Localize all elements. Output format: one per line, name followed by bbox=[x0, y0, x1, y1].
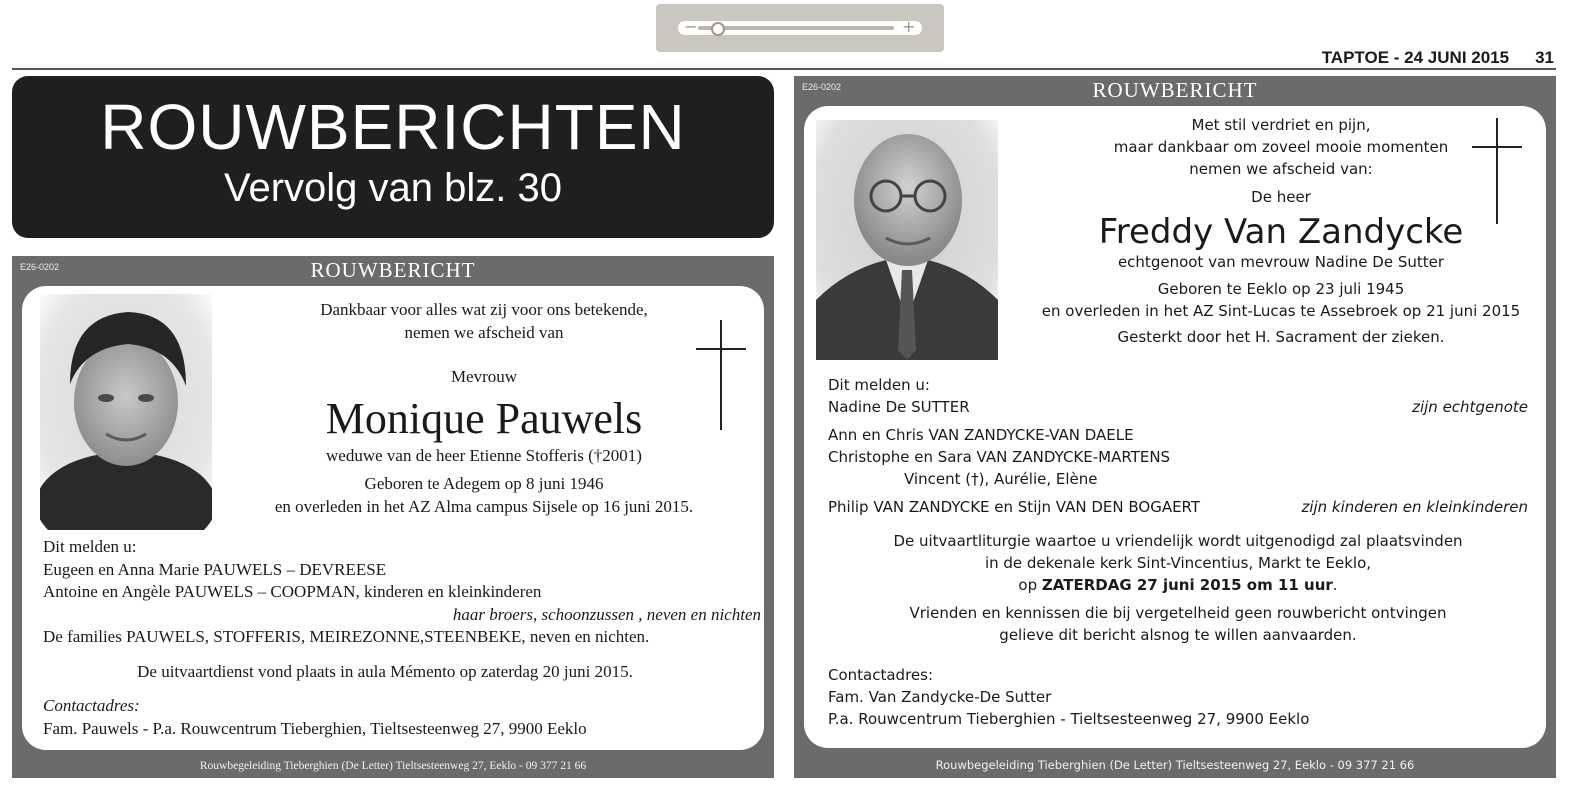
zoom-in-button[interactable]: + bbox=[902, 17, 916, 36]
intro-line: nemen we afscheid van bbox=[404, 323, 564, 342]
service-when: ZATERDAG 27 juni 2015 om 11 uur bbox=[1041, 576, 1333, 594]
zoom-out-button[interactable]: − bbox=[684, 17, 698, 36]
section-banner bbox=[12, 76, 774, 238]
notice-footer: Rouwbegeleiding Tieberghien (De Letter) Tieltsesteenweg 27, Eeklo - 09 377 21 66 bbox=[199, 760, 587, 772]
grandchildren-line: Vincent (†), Aurélie, Elène bbox=[904, 470, 1098, 488]
notice-title: ROUWBERICHT bbox=[1092, 78, 1258, 102]
spouse-line: weduwe van de heer Etienne Stofferis (†2001) bbox=[326, 446, 642, 465]
last-child-row bbox=[828, 496, 1528, 518]
spouse-role: zijn echtgenote bbox=[1412, 398, 1528, 416]
header-divider bbox=[12, 68, 1556, 70]
intro-block bbox=[222, 298, 746, 518]
last-child-line: Philip VAN ZANDYCKE en Stijn VAN DEN BOGAERT bbox=[828, 498, 1201, 516]
service-line: De uitvaartdienst vond plaats in aula Mémento op zaterdag 20 juni 2015. bbox=[137, 661, 633, 681]
family-block bbox=[828, 374, 1528, 730]
zoom-control bbox=[656, 4, 944, 52]
page-header bbox=[1322, 48, 1554, 68]
zoom-slider-handle[interactable] bbox=[711, 22, 725, 36]
family-role: haar broers, schoonzussen , neven en nichten bbox=[452, 604, 761, 624]
friends-line: Vrienden en kennissen die bij vergetelheid geen rouwbericht ontvingen bbox=[909, 604, 1447, 622]
service-line: De uitvaartliturgie waartoe u vriendelijk wordt uitgenodigd zal plaatsvinden bbox=[893, 532, 1463, 550]
birth-line: Geboren te Eeklo op 23 juli 1945 bbox=[1157, 280, 1405, 298]
service-when-prefix: op bbox=[1018, 576, 1038, 594]
service-line: in de dekenale kerk Sint-Vincentius, Markt te Eeklo, bbox=[984, 554, 1372, 572]
service-when-suffix: . bbox=[1332, 576, 1338, 594]
obituary-freddy-van-zandycke bbox=[794, 76, 1556, 778]
contact-label: Contactadres: bbox=[828, 666, 934, 684]
section-title: ROUWBERICHTEN bbox=[100, 91, 686, 163]
page-number: 31 bbox=[1535, 48, 1554, 67]
child-line: Christophe en Sara VAN ZANDYCKE-MARTENS bbox=[828, 448, 1171, 466]
deceased-name: Freddy Van Zandycke bbox=[1098, 212, 1464, 252]
salutation: Mevrouw bbox=[450, 367, 518, 386]
families-line: De families PAUWELS, STOFFERIS, MEIREZONNE,STEENBEKE, neven en nichten. bbox=[43, 627, 650, 646]
intro-block bbox=[1024, 114, 1538, 348]
contact-label: Contactadres: bbox=[43, 696, 140, 715]
salutation: De heer bbox=[1251, 188, 1311, 206]
spouse-line: echtgenoot van mevrouw Nadine De Sutter bbox=[1117, 253, 1445, 271]
newspaper-date: TAPTOE - 24 JUNI 2015 bbox=[1321, 48, 1510, 67]
service-when-line bbox=[828, 574, 1528, 596]
intro-line: nemen we afscheid van: bbox=[1189, 160, 1373, 178]
contact-line: Fam. Van Zandycke-De Sutter bbox=[828, 688, 1052, 706]
portrait-photo bbox=[40, 294, 212, 530]
notice-code: E26-0202 bbox=[802, 82, 842, 92]
family-line: Eugeen en Anna Marie PAUWELS – DEVREESE bbox=[43, 559, 387, 579]
intro-line: Dankbaar voor alles wat zij voor ons betekende, bbox=[320, 300, 648, 319]
contact-line: P.a. Rouwcentrum Tieberghien - Tieltsesteenweg 27, 9900 Eeklo bbox=[828, 710, 1310, 728]
portrait-photo bbox=[816, 120, 998, 360]
sacrament-line: Gesterkt door het H. Sacrament der zieken. bbox=[1117, 328, 1445, 346]
spouse-name: Nadine De SUTTER bbox=[828, 398, 970, 416]
family-block bbox=[43, 536, 763, 740]
intro-line: maar dankbaar om zoveel mooie momenten bbox=[1113, 138, 1449, 156]
notice-title: ROUWBERICHT bbox=[310, 258, 476, 282]
child-line: Ann en Chris VAN ZANDYCKE-VAN DAELE bbox=[828, 426, 1134, 444]
announce-line: Dit melden u: bbox=[43, 537, 137, 556]
notice-code: E26-0202 bbox=[20, 262, 60, 272]
friends-line: gelieve dit bericht alsnog te willen aanvaarden. bbox=[999, 626, 1357, 644]
children-role: zijn kinderen en kleinkinderen bbox=[1301, 498, 1528, 516]
birth-line: Geboren te Adegem op 8 juni 1946 bbox=[364, 474, 604, 493]
spouse-row bbox=[828, 396, 1528, 418]
zoom-slider[interactable] bbox=[698, 26, 894, 30]
intro-line: Met stil verdriet en pijn, bbox=[1191, 116, 1371, 134]
obituary-monique-pauwels bbox=[12, 256, 774, 778]
family-line: Antoine en Angèle PAUWELS – COOPMAN, kinderen en kleinkinderen bbox=[43, 582, 542, 601]
announce-line: Dit melden u: bbox=[828, 376, 930, 394]
section-subtitle: Vervolg van blz. 30 bbox=[224, 166, 562, 210]
notice-footer: Rouwbegeleiding Tieberghien (De Letter) Tieltsesteenweg 27, Eeklo - 09 377 21 66 bbox=[935, 758, 1415, 772]
notice-card bbox=[22, 286, 764, 750]
contact-line: Fam. Pauwels - P.a. Rouwcentrum Tieberghien, Tieltsesteenweg 27, 9900 Eeklo bbox=[43, 718, 587, 738]
deceased-name: Monique Pauwels bbox=[325, 394, 643, 443]
death-line: en overleden in het AZ Alma campus Sijsele op 16 juni 2015. bbox=[274, 497, 694, 516]
notice-card bbox=[804, 106, 1546, 748]
death-line: en overleden in het AZ Sint-Lucas te Assebroek op 21 juni 2015 bbox=[1041, 302, 1521, 320]
